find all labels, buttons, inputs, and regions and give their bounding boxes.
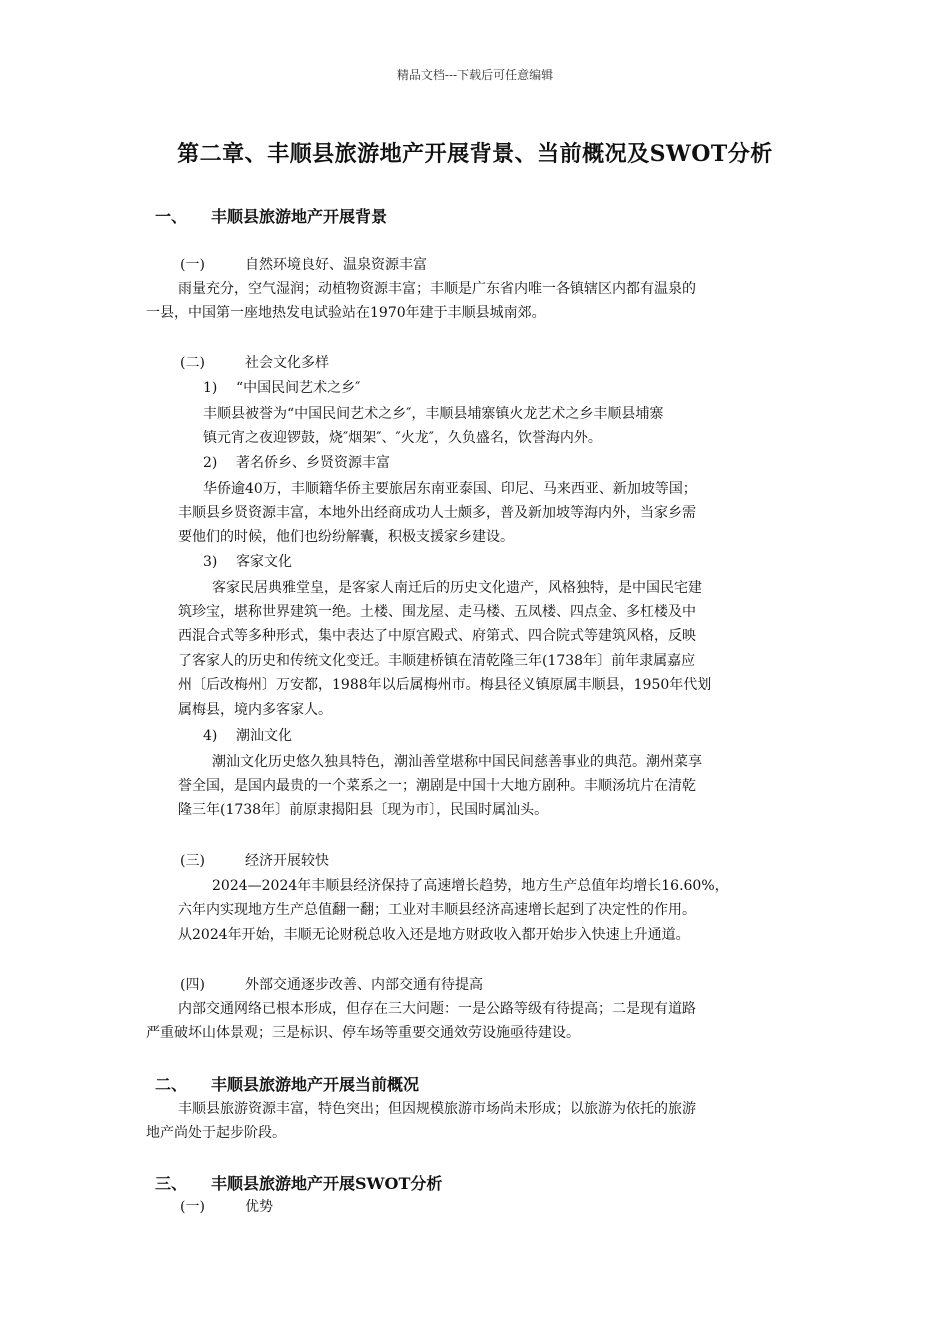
subsection-number: (一) xyxy=(180,257,205,273)
subsection-number: (三) xyxy=(180,853,205,869)
list-item-heading xyxy=(203,452,390,472)
page-header: 精品文档---下载后可任意编辑 xyxy=(396,68,554,82)
paragraph-line: 六年内实现地方生产总值翻一翻；工业对丰顺县经济高速增长起到了决定性的作用。 xyxy=(178,902,696,918)
list-item-title: “中国民间艺术之乡″ xyxy=(236,380,361,396)
section-number: 二、 xyxy=(155,1075,188,1094)
subsection-title: 自然环境良好、温泉资源丰富 xyxy=(245,257,427,273)
subsection-title: 外部交通逐步改善、内部交通有待提高 xyxy=(245,977,483,993)
paragraph-line: 镇元宵之夜迎锣鼓，烧″烟架″、″火龙″，久负盛名，饮誉海内外。 xyxy=(203,430,602,446)
paragraph-line: 属梅县，境内多客家人。 xyxy=(178,702,332,718)
chapter-title: 第二章、丰顺县旅游地产开展背景、当前概况及SWOT分析 xyxy=(177,141,773,167)
paragraph-line: 筑珍宝，堪称世界建筑一绝。土楼、围龙屋、走马楼、五凤楼、四点金、多杠楼及中 xyxy=(178,604,696,620)
paragraph-line: 内部交通网络已根本形成，但存在三大问题：一是公路等级有待提高；二是现有道路 xyxy=(178,1001,696,1017)
paragraph-line: 丰顺县被誉为“中国民间艺术之乡″，丰顺县埔寨镇火龙艺术之乡丰顺县埔寨 xyxy=(203,406,664,422)
subsection-number: (四) xyxy=(180,977,205,993)
list-item-number: 1) xyxy=(203,380,218,396)
section-title: 丰顺县旅游地产开展背景 xyxy=(211,207,388,226)
paragraph-line: 隆三年(1738年〕前原隶揭阳县〔现为市〕，民国时属汕头。 xyxy=(178,802,549,818)
subsection-title: 社会文化多样 xyxy=(245,355,329,371)
section-1-heading xyxy=(155,204,387,227)
paragraph-line: 了客家人的历史和传统文化变迁。丰顺建桥镇在清乾隆三年(1738年〕前年隶属嘉应 xyxy=(178,653,696,669)
list-item-number: 3) xyxy=(203,554,218,570)
paragraph-line: 2024—2024年丰顺县经济保持了高速增长趋势，地方生产总值年均增长16.60%， xyxy=(212,878,729,894)
paragraph-line: 严重破坏山体景观；三是标识、停车场等重要交通效劳设施亟待建设。 xyxy=(146,1025,580,1041)
subsection-heading xyxy=(180,352,329,372)
list-item-title: 客家文化 xyxy=(236,554,292,570)
subsection-heading xyxy=(180,974,483,994)
paragraph-line: 州〔后改梅州〕万安都，1988年以后属梅州市。梅县径义镇原属丰顺县，1950年代划 xyxy=(178,677,712,693)
paragraph-line: 华侨逾40万，丰顺籍华侨主要旅居东南亚泰国、印尼、马来西亚、新加坡等国； xyxy=(203,481,697,497)
subsection-number: (一) xyxy=(180,1199,205,1215)
paragraph-line: 一县，中国第一座地热发电试验站在1970年建于丰顺县城南郊。 xyxy=(146,305,546,321)
section-number: 三、 xyxy=(155,1174,188,1193)
list-item-number: 2) xyxy=(203,455,218,471)
paragraph-line: 誉全国，是国内最贵的一个菜系之一；潮剧是中国十大地方剧种。丰顺汤坑片在清乾 xyxy=(178,778,696,794)
subsection-title: 经济开展较快 xyxy=(245,853,329,869)
list-item-title: 潮汕文化 xyxy=(236,728,292,744)
section-number: 一、 xyxy=(155,207,188,226)
list-item-title: 著名侨乡、乡贤资源丰富 xyxy=(236,455,390,471)
paragraph-line: 客家民居典雅堂皇，是客家人南迁后的历史文化遗产，风格独特，是中国民宅建 xyxy=(212,580,702,596)
paragraph-line: 从2024年开始，丰顺无论财税总收入还是地方财政收入都开始步入快速上升通道。 xyxy=(178,927,690,943)
subsection-number: (二) xyxy=(180,355,205,371)
section-3-heading xyxy=(155,1171,442,1194)
subsection-heading xyxy=(180,1196,273,1216)
list-item-heading xyxy=(203,725,292,745)
paragraph-line: 丰顺县旅游资源丰富，特色突出；但因规模旅游市场尚未形成；以旅游为依托的旅游 xyxy=(178,1101,696,1117)
paragraph-line: 要他们的时候，他们也纷纷解囊，积极支援家乡建设。 xyxy=(178,529,514,545)
list-item-number: 4) xyxy=(203,728,218,744)
section-2-heading xyxy=(155,1072,419,1095)
paragraph-line: 雨量充分，空气湿润；动植物资源丰富；丰顺是广东省内唯一各镇辖区内都有温泉的 xyxy=(178,281,696,297)
subsection-title: 优势 xyxy=(245,1199,273,1215)
paragraph-line: 潮汕文化历史悠久独具特色，潮汕善堂堪称中国民间慈善事业的典范。潮州菜享 xyxy=(212,754,702,770)
subsection-heading xyxy=(180,850,329,870)
paragraph-line: 西混合式等多种形式，集中表达了中原宫殿式、府第式、四合院式等建筑风格，反映 xyxy=(178,628,696,644)
subsection-heading xyxy=(180,254,427,274)
list-item-heading xyxy=(203,377,360,397)
paragraph-line: 地产尚处于起步阶段。 xyxy=(146,1125,286,1141)
section-title: 丰顺县旅游地产开展SWOT分析 xyxy=(211,1174,443,1193)
paragraph-line: 丰顺县乡贤资源丰富，本地外出经商成功人士颇多，普及新加坡等海内外，当家乡需 xyxy=(178,505,696,521)
section-title: 丰顺县旅游地产开展当前概况 xyxy=(211,1075,420,1094)
list-item-heading xyxy=(203,551,292,571)
